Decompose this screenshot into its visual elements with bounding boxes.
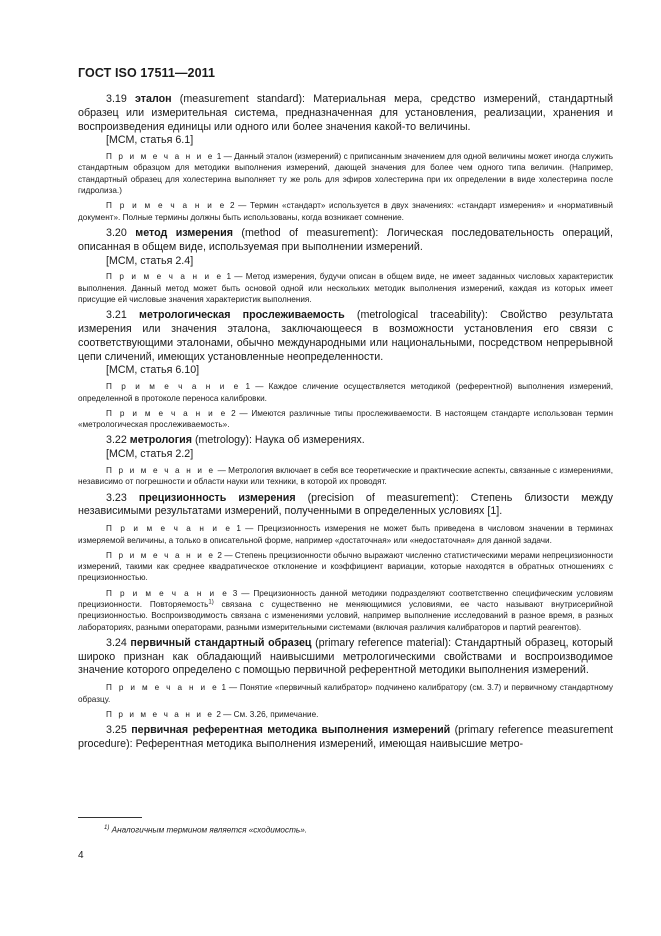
terms-content	[78, 93, 613, 752]
note: П р и м е ч а н и е 1 — Данный эталон (измерений) с приписанным значением для одной величины может иногда служить стандартным образцом для методики выполнения измерений, дающей значения для более чем одного типа величин. (Например, стандартный образец для холестерина выполняет ту же роль для эфиров холестерина при их определении в виде холестерина после гидролиза.)	[78, 152, 613, 196]
term-reference: [МСМ, статья 2.4]	[106, 254, 194, 267]
note: П р и м е ч а н и е 2 — См. 3.26, примечание.	[106, 709, 319, 719]
term-entry	[78, 434, 613, 448]
term-number: 3.19	[106, 93, 127, 105]
standard-header: ГОСТ ISO 17511—2011	[78, 66, 216, 80]
footnote-marker: 1)	[208, 599, 214, 606]
term-entry	[78, 724, 613, 752]
term-entry	[78, 492, 613, 520]
term-number: 3.21	[106, 309, 127, 322]
term-reference: [МСМ, статья 2.2]	[106, 448, 194, 461]
term-number: 3.25	[106, 724, 127, 737]
term-definition: (method of measurement): Логическая последовательность операций, описанная в общем виде, используемая при выполнении измерений.	[78, 226, 613, 253]
term-definition: (precision of measurement): Степень близости между независимыми результатами измерений, полученными в определенных условиях [1].	[78, 491, 613, 518]
footnote-separator	[78, 817, 142, 818]
note: П р и м е ч а н и е 2 — Имеются различные типы прослеживаемости. В настоящем стандарте использован термин «метрологическая прослеживаемость».	[78, 408, 613, 430]
term-reference: [МСМ, статья 6.10]	[106, 364, 200, 377]
term-definition: (measurement standard): Материальная мера, средство измерений, стандартный образец или измерительная система, предназначенная для установления, реализации, хранения и воспроизведения единицы или одного или более значения какой-то величины.	[78, 93, 613, 133]
term-name: первичная референтная методика выполнения измерений	[131, 724, 451, 737]
term-name: метрологическая прослеживаемость	[139, 309, 345, 322]
term-reference: [МСМ, статья 6.1]	[106, 134, 194, 147]
term-entry	[78, 309, 613, 364]
term-name: метод измерения	[135, 226, 233, 239]
term-name: метрология	[129, 434, 192, 447]
term-name: прецизионность измерения	[138, 491, 296, 504]
note: П р и м е ч а н и е — Метрология включает в себя все теоретические и практические аспекты, связанные с измерениями, независимо от погрешности и области науки или техники, в которой их проводят.	[78, 466, 613, 487]
term-definition: (primary reference material): Стандартный образец, который широко признан как обладающий наивысшими метрологическими свойствами и воспроизводимое значение которого определено с помощью первичной референтной методики выполнения измерений.	[78, 636, 613, 677]
term-definition: (metrological traceability): Свойство результата измерения или значения эталона, заключающееся в возможности установления его связи с соответствующими эталонами, обычно международными или национальными, посредством непрерывной цепи сличений, имеющих установленные неопределенности.	[78, 309, 613, 363]
term-number: 3.20	[106, 226, 127, 239]
footnote: $^{1)}$ Аналогичным термином является «сходимость».	[104, 825, 308, 835]
term-name: эталон	[135, 93, 172, 105]
note: П р и м е ч а н и е 1 — Каждое сличение осуществляется методикой (референтной) выполнения измерений, определенной в протоколе переноса калибровки.	[78, 382, 613, 403]
term-number: 3.24	[106, 636, 127, 649]
term-definition: (primary reference measurement procedure): Референтная методика выполнения измерений, имеющая наивысшие метро-	[78, 724, 613, 750]
term-entry	[78, 93, 613, 134]
page-number: 4	[78, 850, 84, 861]
term-number: 3.23	[106, 491, 127, 504]
term-entry	[78, 637, 613, 678]
note: П р и м е ч а н и е 2 — Термин «стандарт» используется в двух значениях: «стандарт измерения» и «нормативный документ». Полные термины должны быть использованы, когда возникает сомнение.	[78, 201, 613, 222]
term-name: первичный стандартный образец	[130, 636, 312, 649]
note: П р и м е ч а н и е 1 — Метод измерения, будучи описан в общем виде, не имеет заданных числовых характеристик выполнения. Данный метод может быть основой одной или нескольких методик выполнения измерений, каждая из которых имеет присущие ей числовые значения характеристик выполнения.	[78, 272, 613, 304]
note: П р и м е ч а н и е 3 — Прецизионность данной методики подразделяют соответственно специфическим условиям прецизионности. Повторяемость$^{1)}$ связана с существенно не меняющимися условиями, ее часто называют внутрисерийной прецизионностью. Воспроизводимость связана с изменениями условий, например выполнение исследований в разное время, в разных лабораториях, разными операторами, разными измерительными системами (включая различия калибраторов и партий реагентов).	[78, 588, 613, 632]
term-number: 3.22	[106, 434, 127, 447]
note: П р и м е ч а н и е 1 — Понятие «первичный калибратор» подчинено калибратору (см. 3.7) и первичному стандартному образцу.	[78, 683, 613, 704]
term-definition: (metrology): Наука об измерениях.	[191, 434, 365, 447]
note: П р и м е ч а н и е 2 — Степень прецизионности обычно выражают численно статистическими мерами непрецизионности измерений, такими как среднее квадратическое отклонение и коэффициент вариации, которые находятся в обратных отношениях с прецизионностью.	[78, 550, 613, 583]
term-entry	[78, 227, 613, 255]
note: П р и м е ч а н и е 1 — Прецизионность измерения не может быть приведена в числовом значении в терминах измеряемой величины, а только в описательной форме, например «достаточная» или «недостаточная» для данной задачи.	[78, 524, 613, 545]
